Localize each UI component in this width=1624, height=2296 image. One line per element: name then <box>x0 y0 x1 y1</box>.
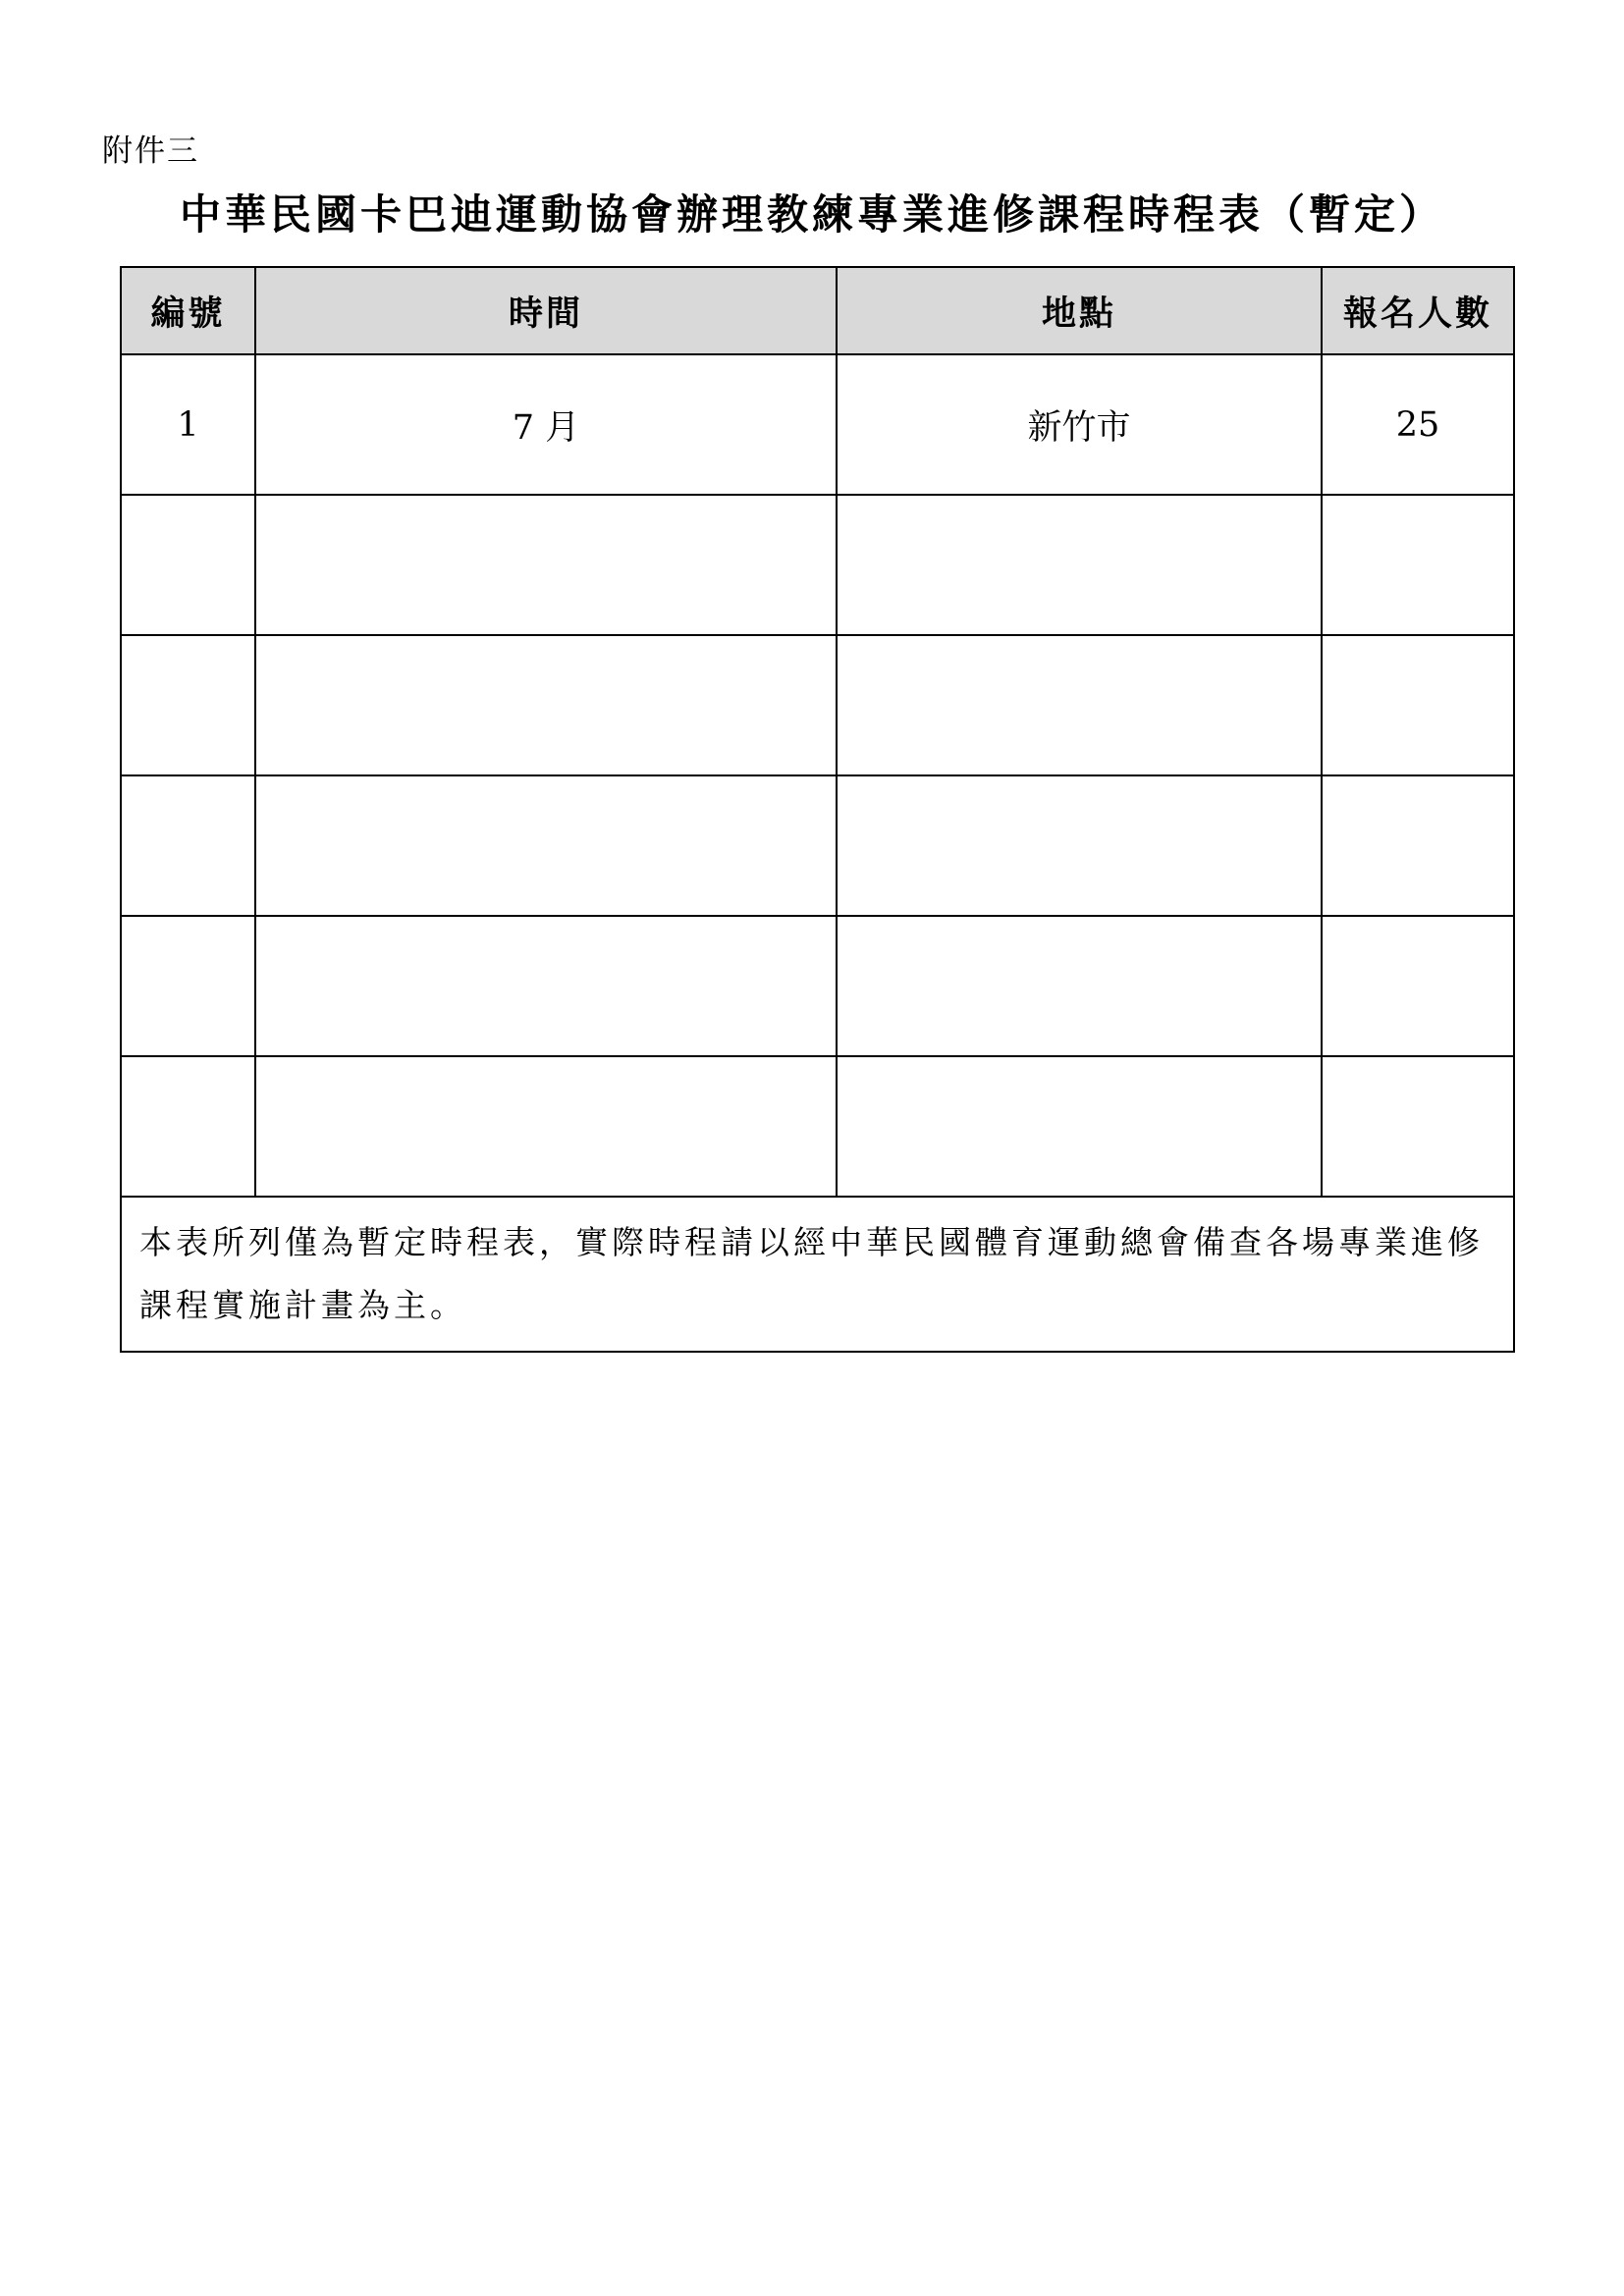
cell-location <box>837 916 1322 1056</box>
table-note: 本表所列僅為暫定時程表，實際時程請以經中華民國體育運動總會備查各場專業進修課程實施計畫為主。 <box>121 1197 1514 1352</box>
attachment-label: 附件三 <box>102 133 199 169</box>
cell-number: 1 <box>121 354 255 495</box>
header-time: 時間 <box>255 267 837 354</box>
cell-registrants <box>1322 635 1514 775</box>
cell-time <box>255 775 837 916</box>
cell-location: 新竹市 <box>837 354 1322 495</box>
cell-time <box>255 916 837 1056</box>
header-location: 地點 <box>837 267 1322 354</box>
table-header-row <box>121 267 1514 354</box>
cell-number <box>121 635 255 775</box>
cell-location <box>837 635 1322 775</box>
table-row <box>121 775 1514 916</box>
cell-registrants <box>1322 1056 1514 1197</box>
table-row <box>121 354 1514 495</box>
header-registrants: 報名人數 <box>1322 267 1514 354</box>
cell-time <box>255 495 837 635</box>
cell-number <box>121 775 255 916</box>
table-row <box>121 916 1514 1056</box>
cell-location <box>837 1056 1322 1197</box>
document-title: 中華民國卡巴迪運動協會辦理教練專業進修課程時程表（暫定） <box>179 190 1444 239</box>
cell-registrants: 25 <box>1322 354 1514 495</box>
schedule-table <box>120 266 1515 1353</box>
cell-time: 7 月 <box>255 354 837 495</box>
table-note-row <box>121 1197 1514 1352</box>
table-row <box>121 495 1514 635</box>
header-number: 編號 <box>121 267 255 354</box>
table-row <box>121 635 1514 775</box>
table-row <box>121 1056 1514 1197</box>
cell-time <box>255 1056 837 1197</box>
cell-number <box>121 495 255 635</box>
cell-registrants <box>1322 495 1514 635</box>
cell-number <box>121 1056 255 1197</box>
cell-location <box>837 495 1322 635</box>
cell-number <box>121 916 255 1056</box>
cell-time <box>255 635 837 775</box>
cell-registrants <box>1322 916 1514 1056</box>
cell-registrants <box>1322 775 1514 916</box>
cell-location <box>837 775 1322 916</box>
